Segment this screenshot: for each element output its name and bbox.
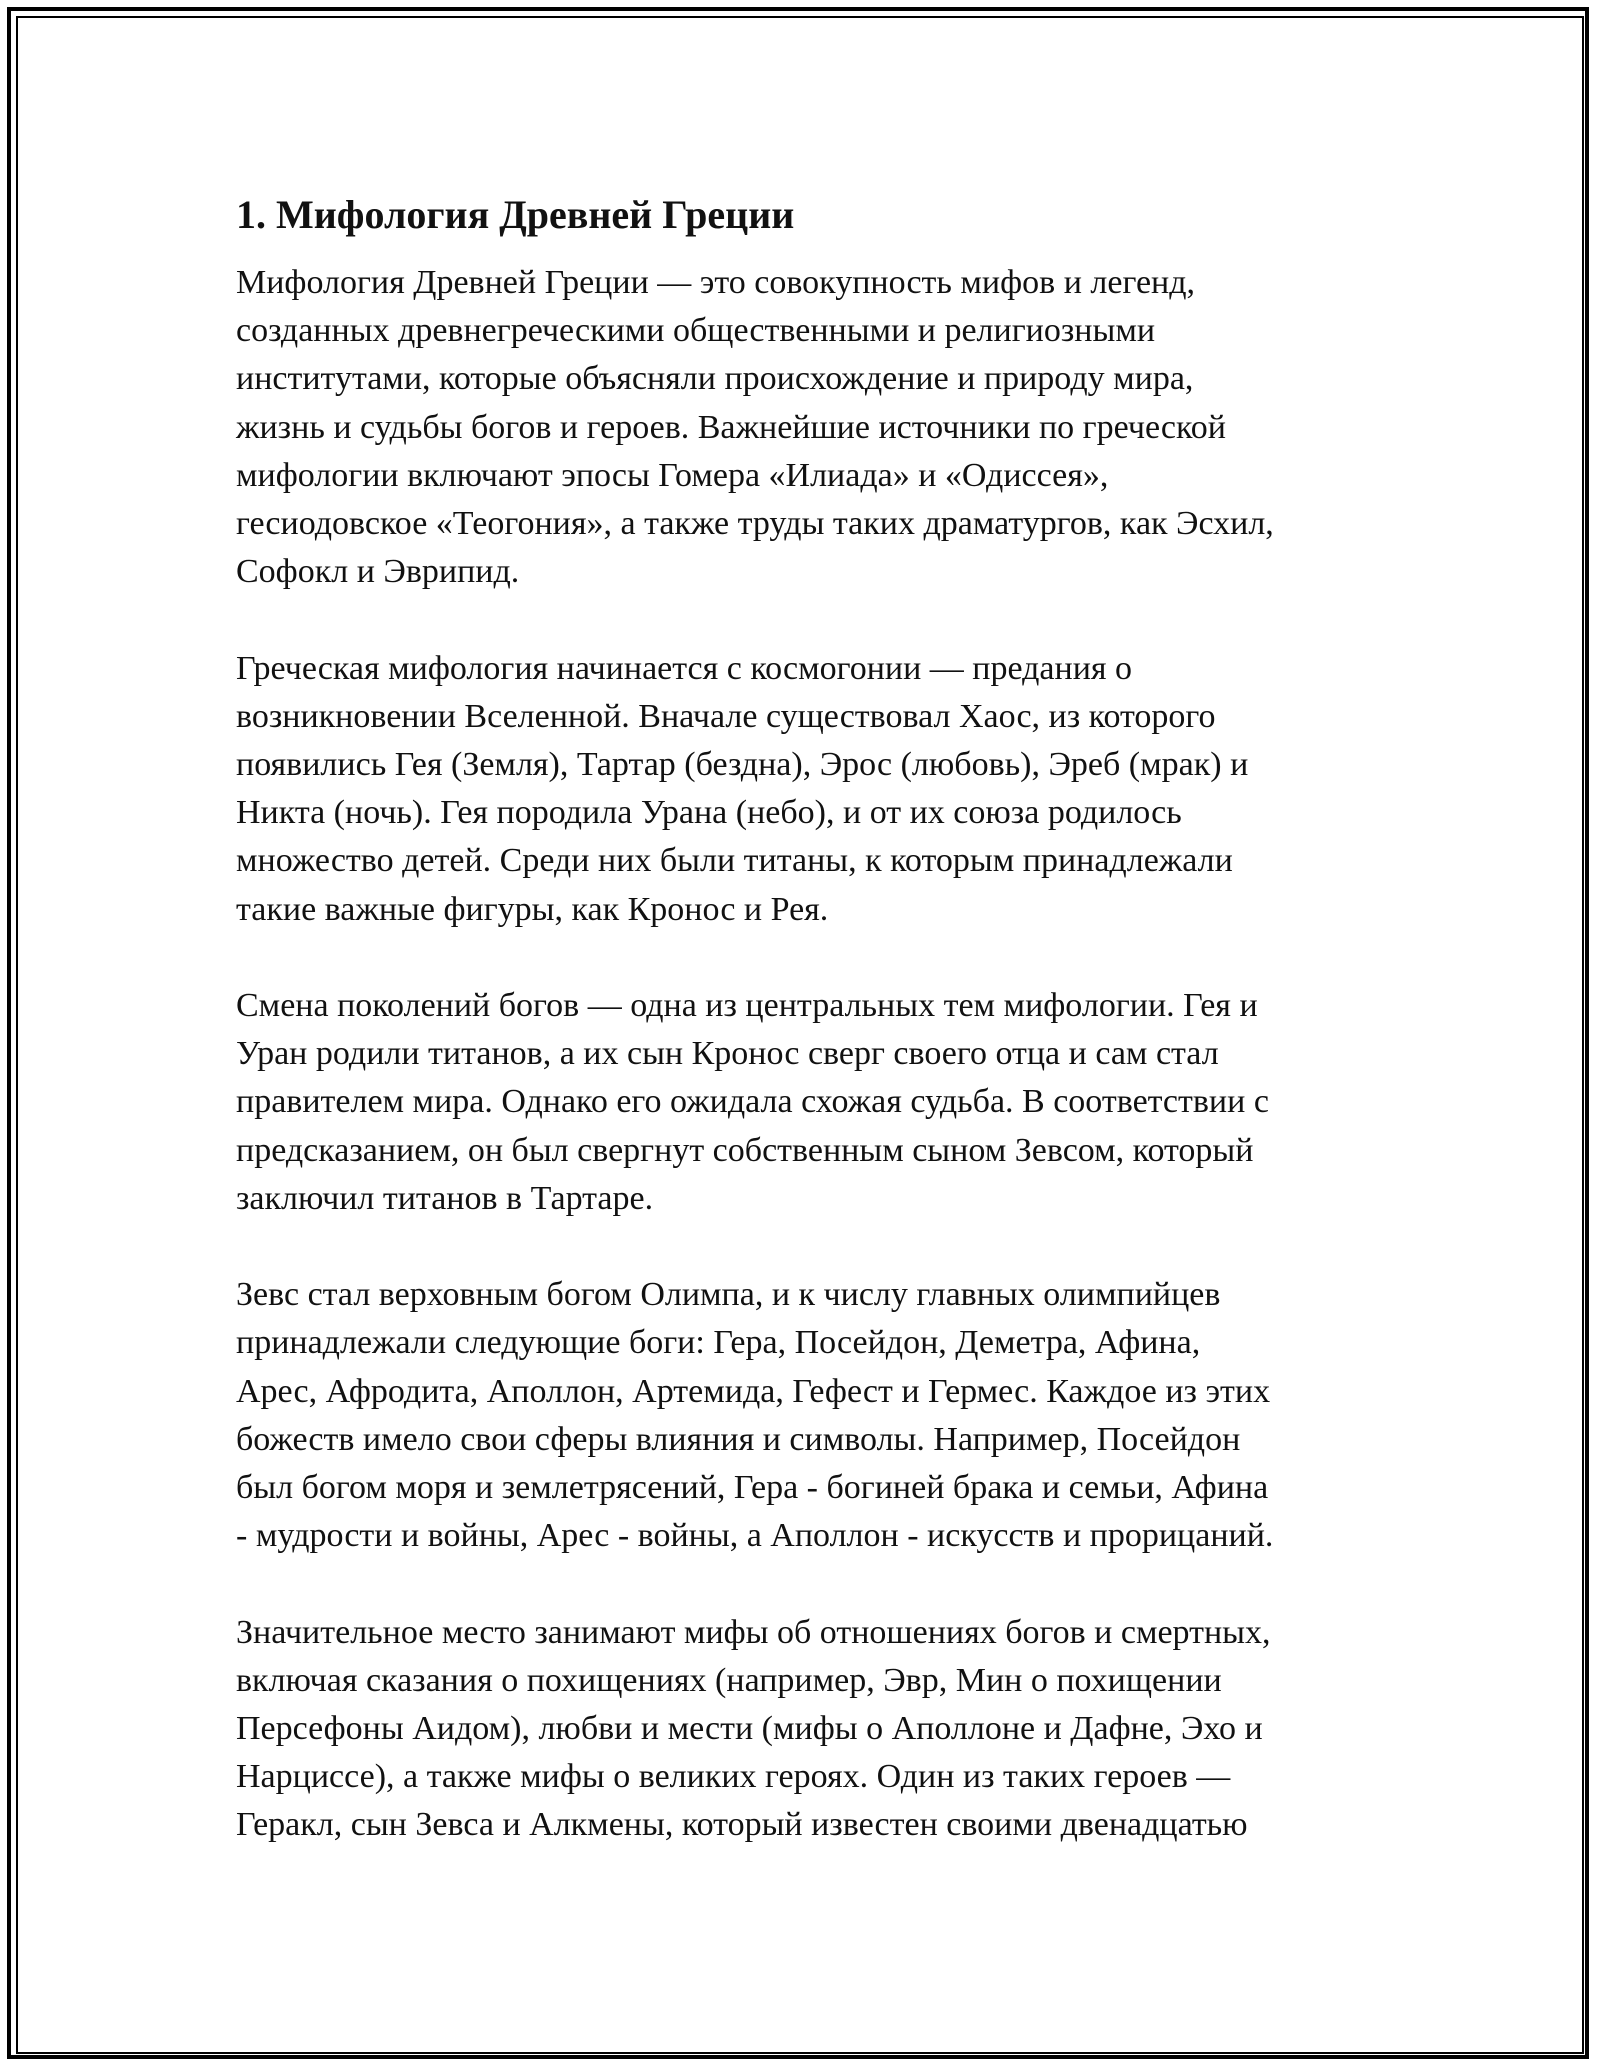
paragraph-line: институтами, которые объясняли происхождение и природу мира,	[236, 360, 1194, 398]
paragraph-line: Греческая мифология начинается с космогонии — предания о	[236, 649, 1133, 687]
paragraph-line: Нарциссе), а также мифы о великих героях. Один из таких героев —	[236, 1758, 1231, 1796]
paragraph-line: множество детей. Среди них были титаны, к которым принадлежали	[236, 842, 1233, 880]
paragraph-intro	[236, 259, 1366, 596]
paragraph-line: принадлежали следующие боги: Гера, Посейдон, Деметра, Афина,	[236, 1324, 1201, 1362]
paragraph-mortals	[236, 1609, 1366, 1850]
document-body	[236, 187, 1366, 1898]
section-heading: 1. Мифология Древней Греции	[236, 192, 795, 237]
paragraph-line: заключил титанов в Тартаре.	[236, 1179, 654, 1217]
paragraph-line: Зевс стал верховным богом Олимпа, и к числу главных олимпийцев	[236, 1276, 1221, 1314]
paragraph-line: Геракл, сын Зевса и Алкмены, который известен своими двенадцатью	[236, 1806, 1248, 1844]
paragraph-line: гесиодовское «Теогония», а также труды таких драматургов, как Эсхил,	[236, 505, 1274, 543]
paragraph-olympians	[236, 1271, 1366, 1560]
paragraph-line: - мудрости и войны, Арес - войны, а Аполлон - искусств и прорицаний.	[236, 1517, 1274, 1555]
paragraph-generations	[236, 982, 1366, 1223]
paragraph-line: правителем мира. Однако его ожидала схожая судьба. В соответствии с	[236, 1083, 1269, 1121]
paragraph-line: предсказанием, он был свергнут собственным сыном Зевсом, который	[236, 1131, 1254, 1169]
paragraph-line: появились Гея (Земля), Тартар (бездна), Эрос (любовь), Эреб (мрак) и	[236, 746, 1249, 784]
paragraph-line: такие важные фигуры, как Кронос и Рея.	[236, 890, 829, 928]
paragraph-line: Мифология Древней Греции — это совокупность мифов и легенд,	[236, 264, 1196, 301]
paragraph-line: Смена поколений богов — одна из центральных тем мифологии. Гея и	[236, 987, 1258, 1025]
paragraph-cosmogony	[236, 645, 1366, 934]
paragraph-line: Арес, Афродита, Аполлон, Артемида, Гефест и Гермес. Каждое из этих	[236, 1372, 1271, 1410]
paragraph-line: был богом моря и землетрясений, Гера - богиней брака и семьи, Афина	[236, 1469, 1269, 1507]
paragraph-line: Софокл и Эврипид.	[236, 553, 520, 591]
paragraph-line: Персефоны Аидом), любви и мести (мифы о Аполлоне и Дафне, Эхо и	[236, 1710, 1263, 1748]
paragraph-line: жизнь и судьбы богов и героев. Важнейшие источники по греческой	[236, 408, 1226, 446]
paragraph-line: Уран родили титанов, а их сын Кронос сверг своего отца и сам стал	[236, 1035, 1219, 1073]
paragraph-line: мифологии включают эпосы Гомера «Илиада» и «Одиссея»,	[236, 456, 1109, 494]
paragraph-line: Значительное место занимают мифы об отношениях богов и смертных,	[236, 1613, 1271, 1651]
paragraph-line: божеств имело свои сферы влияния и символы. Например, Посейдон	[236, 1420, 1241, 1458]
paragraph-line: Никта (ночь). Гея породила Урана (небо), и от их союза родилось	[236, 794, 1182, 832]
paragraph-line: созданных древнегреческими общественными и религиозными	[236, 312, 1156, 350]
paragraph-line: включая сказания о похищениях (например, Эвр, Мин о похищении	[236, 1661, 1222, 1699]
paragraph-line: возникновении Вселенной. Вначале существовал Хаос, из которого	[236, 697, 1216, 735]
